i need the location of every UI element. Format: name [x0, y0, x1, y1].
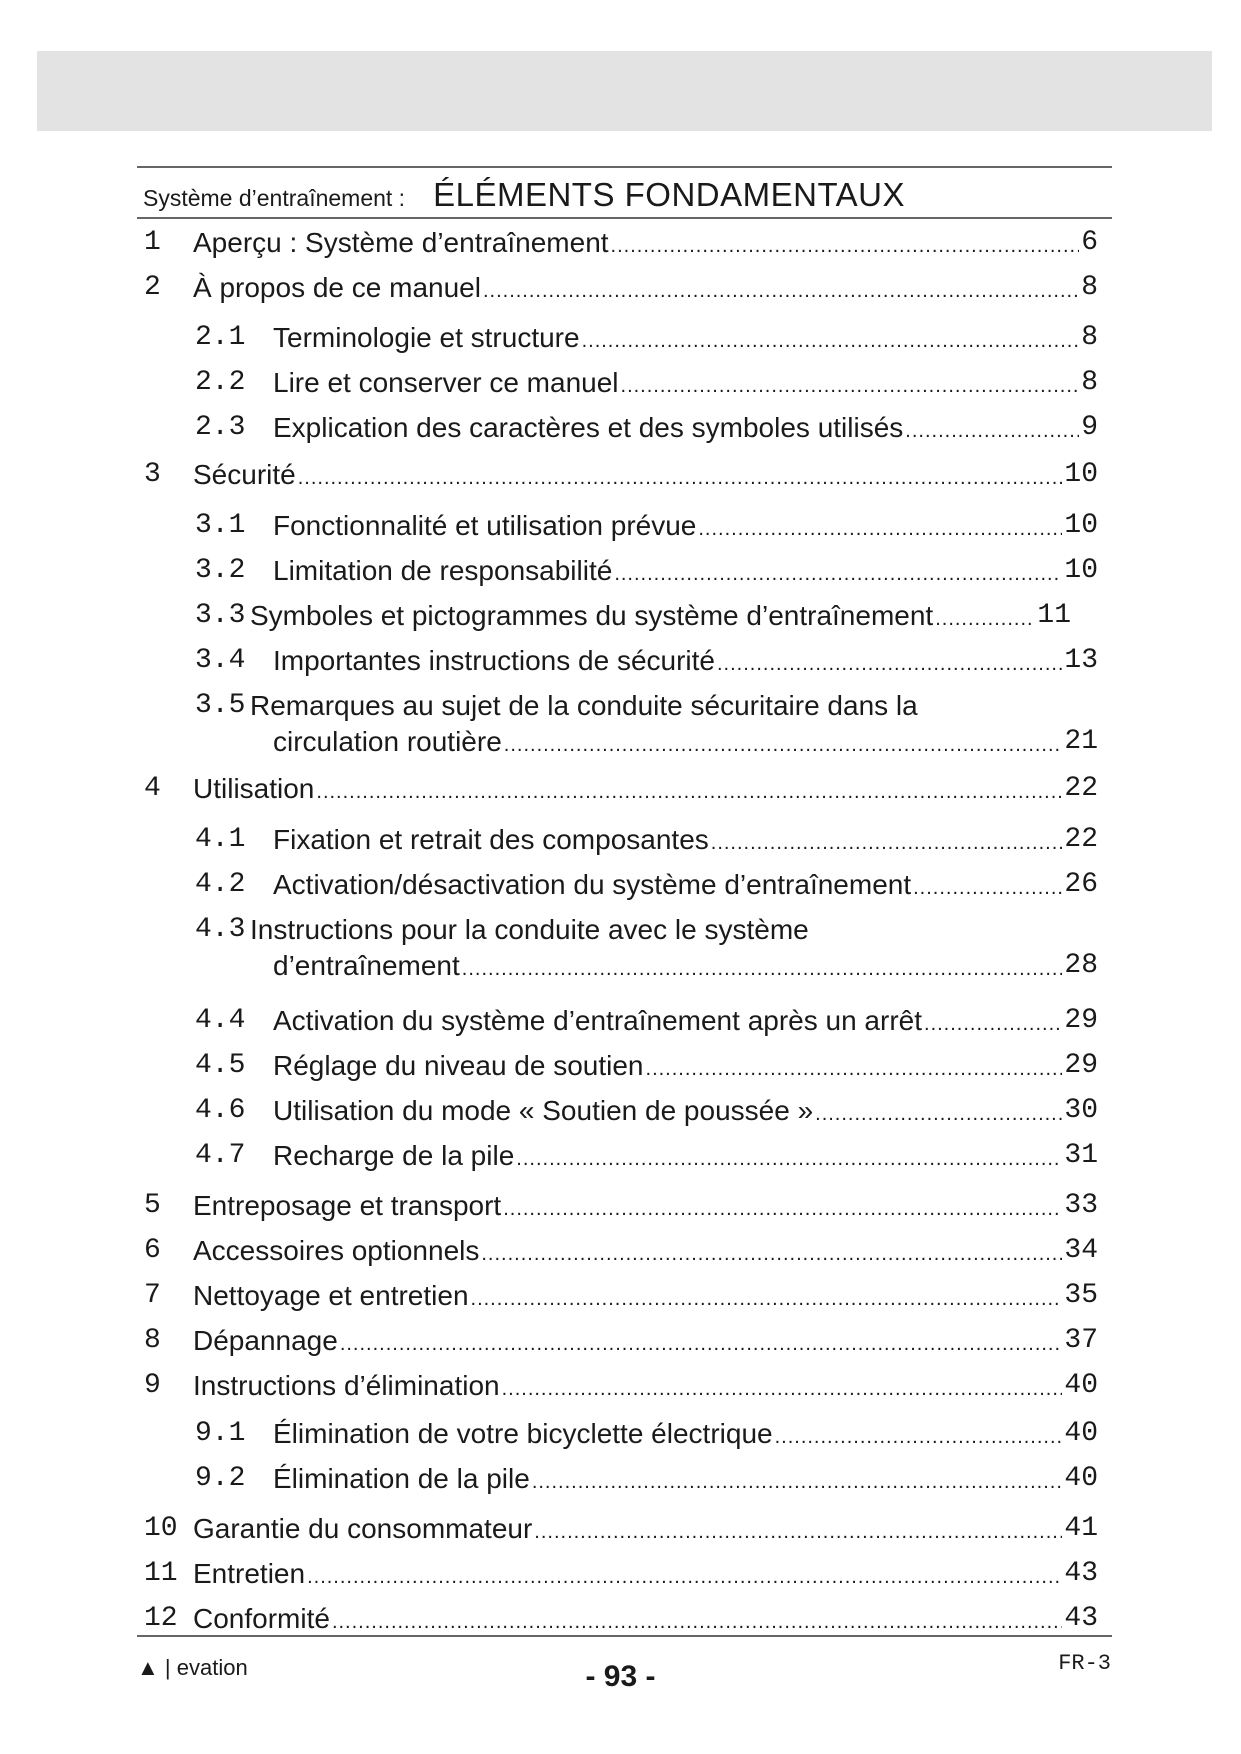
toc-entry-number: 3.2 [195, 555, 246, 586]
toc-entry-number: 4.3 [195, 914, 246, 945]
toc-entry-title: Sécurité [193, 459, 296, 490]
dot-leader [532, 1459, 1063, 1502]
toc-entry[interactable] [0, 1366, 1241, 1406]
toc-entry-title: circulation routière [273, 726, 502, 757]
toc-entry-number: 2.3 [195, 412, 246, 443]
toc-entry-title: d’entraînement [273, 950, 460, 981]
page-code: FR-3 [1058, 1651, 1111, 1676]
toc-entry-title: Instructions pour la conduite avec le système [250, 914, 809, 945]
dot-leader [905, 408, 1079, 451]
toc-entry[interactable] [0, 1321, 1241, 1361]
toc-entry[interactable] [0, 551, 1241, 591]
toc-entry-number: 9 [144, 1370, 161, 1401]
toc-entry-number: 9.1 [195, 1418, 246, 1449]
toc-entry-page: 9 [1081, 412, 1098, 443]
brand-name: evation [176, 1655, 248, 1680]
toc-entry[interactable] [0, 910, 1241, 981]
toc-entry-title: À propos de ce manuel [193, 272, 481, 303]
toc-entry[interactable] [0, 363, 1241, 403]
toc-entry-number: 4.5 [195, 1050, 246, 1081]
toc-entry-page: 29 [1064, 1050, 1098, 1081]
page-number: - 93 - [585, 1660, 656, 1693]
toc-entry-page: 31 [1064, 1140, 1098, 1171]
dot-leader [775, 1414, 1063, 1457]
toc-entry-title: Utilisation du mode « Soutien de poussée » [273, 1095, 814, 1126]
toc-entry-page: 11 [1037, 600, 1071, 631]
dot-leader [614, 551, 1062, 594]
toc-entry-page: 41 [1064, 1513, 1098, 1544]
toc-entry-number: 3.3 [195, 600, 246, 631]
toc-entry-number: 11 [144, 1558, 178, 1589]
toc-entry[interactable] [0, 318, 1241, 358]
toc-entry-number: 4.7 [195, 1140, 246, 1171]
toc-entry[interactable] [0, 268, 1241, 308]
dot-leader [935, 596, 1035, 639]
dot-leader [316, 769, 1062, 812]
dot-leader [298, 455, 1063, 498]
toc-entry[interactable] [0, 596, 1241, 636]
toc-entry-page: 40 [1064, 1370, 1098, 1401]
toc-entry[interactable] [0, 1001, 1241, 1041]
toc-entry[interactable] [0, 1599, 1241, 1639]
toc-entry-page: 22 [1064, 824, 1098, 855]
dot-leader [611, 223, 1080, 266]
toc-entry-number: 3.5 [195, 690, 246, 721]
toc-entry-title: Activation/désactivation du système d’entraînement [273, 869, 912, 900]
top-gray-band [37, 51, 1212, 131]
dot-leader [621, 363, 1080, 406]
toc-entry-number: 4.2 [195, 869, 246, 900]
dot-leader [711, 820, 1063, 863]
footer-rule [137, 1635, 1112, 1637]
dot-leader [483, 268, 1079, 311]
footer-brand: ▲ | evation [137, 1655, 248, 1680]
toc-entry-page: 21 [1064, 726, 1098, 757]
dot-leader [502, 1366, 1063, 1409]
toc-entry-title: Entretien [193, 1558, 306, 1589]
toc-entry[interactable] [0, 1459, 1241, 1499]
dot-leader [462, 946, 1063, 989]
toc-entry-page: 13 [1064, 645, 1098, 676]
toc-entry-number: 2.1 [195, 322, 246, 353]
toc-entry-title: Dépannage [193, 1325, 338, 1356]
toc-entry[interactable] [0, 1046, 1241, 1086]
toc-entry[interactable] [0, 1136, 1241, 1176]
dot-leader [924, 1001, 1062, 1044]
toc-entry-number: 3.1 [195, 510, 246, 541]
toc-entry-page: 34 [1064, 1235, 1098, 1266]
toc-entry-page: 8 [1081, 272, 1098, 303]
toc-entry[interactable] [0, 641, 1241, 681]
toc-entry-number: 3 [144, 459, 161, 490]
header-bottom-rule [137, 217, 1112, 219]
toc-entry-title: Accessoires optionnels [193, 1235, 480, 1266]
toc-entry-title: Symboles et pictogrammes du système d’entraînement [250, 600, 934, 631]
dot-leader [504, 722, 1063, 765]
dot-leader [534, 1509, 1062, 1552]
dot-leader [471, 1276, 1063, 1319]
dot-leader [646, 1046, 1063, 1089]
toc-entry-page: 40 [1064, 1463, 1098, 1494]
toc-entry-page: 37 [1064, 1325, 1098, 1356]
toc-entry-page: 29 [1064, 1005, 1098, 1036]
dot-leader [582, 318, 1080, 361]
toc-entry[interactable] [0, 1414, 1241, 1454]
toc-entry-page: 43 [1064, 1603, 1098, 1634]
toc-entry-number: 1 [144, 227, 161, 258]
dot-leader [698, 506, 1062, 549]
toc-entry-page: 40 [1064, 1418, 1098, 1449]
toc-entry-number: 8 [144, 1325, 161, 1356]
toc-entry-page: 26 [1064, 869, 1098, 900]
page-header [143, 176, 905, 214]
dot-leader [516, 1136, 1062, 1179]
toc-entry-number: 4.1 [195, 824, 246, 855]
dot-leader [481, 1231, 1062, 1274]
header-subtitle: Système d’entraînement : [143, 185, 406, 211]
toc-entry-page: 22 [1064, 773, 1098, 804]
dot-leader [307, 1554, 1062, 1597]
toc-entry[interactable] [0, 455, 1241, 495]
toc-entry-page: 10 [1064, 459, 1098, 490]
toc-entry-number: 10 [144, 1513, 178, 1544]
toc-entry-title: Activation du système d’entraînement après un arrêt [273, 1005, 923, 1036]
toc-entry[interactable] [0, 820, 1241, 860]
toc-entry[interactable] [0, 686, 1241, 757]
toc-entry-title: Élimination de la pile [273, 1463, 530, 1494]
toc-entry-title: Fixation et retrait des composantes [273, 824, 709, 855]
toc-entry-page: 28 [1064, 950, 1098, 981]
toc-entry-title: Limitation de responsabilité [273, 555, 613, 586]
toc-entry[interactable] [0, 865, 1241, 905]
toc-entry-number: 5 [144, 1190, 161, 1221]
toc-entry[interactable] [0, 1091, 1241, 1131]
brand-logo-icon: ▲ [137, 1655, 159, 1680]
toc-entry-page: 33 [1064, 1190, 1098, 1221]
toc-entry-title: Aperçu : Système d’entraînement [193, 227, 609, 258]
toc-entry-page: 8 [1081, 322, 1098, 353]
toc-entry-title: Terminologie et structure [273, 322, 580, 353]
toc-entry-title: Remarques au sujet de la conduite sécuritaire dans la [250, 690, 918, 721]
toc-entry-title: Conformité [193, 1603, 330, 1634]
toc-entry-page: 10 [1064, 510, 1098, 541]
toc-entry[interactable] [0, 1186, 1241, 1226]
toc-entry-page: 10 [1064, 555, 1098, 586]
toc-entry[interactable] [0, 769, 1241, 809]
toc-entry-number: 2.2 [195, 367, 246, 398]
toc-entry-title: Instructions d’élimination [193, 1370, 500, 1401]
toc-entry-page: 8 [1081, 367, 1098, 398]
toc-entry-page: 6 [1081, 227, 1098, 258]
dot-leader [717, 641, 1062, 684]
toc-entry-title: Lire et conserver ce manuel [273, 367, 619, 398]
dot-leader [815, 1091, 1062, 1134]
toc-entry-title: Explication des caractères et des symboles utilisés [273, 412, 904, 443]
toc-entry[interactable] [0, 1509, 1241, 1549]
toc-entry-title: Recharge de la pile [273, 1140, 515, 1171]
toc-entry-title: Élimination de votre bicyclette électrique [273, 1418, 773, 1449]
dot-leader [913, 865, 1062, 908]
toc-entry-page: 43 [1064, 1558, 1098, 1589]
header-top-rule [137, 166, 1112, 168]
toc-entry[interactable] [0, 1554, 1241, 1594]
toc-entry-number: 7 [144, 1280, 161, 1311]
toc-entry[interactable] [0, 408, 1241, 448]
toc-entry-number: 9.2 [195, 1463, 246, 1494]
toc-entry-title: Importantes instructions de sécurité [273, 645, 715, 676]
dot-leader [503, 1186, 1062, 1229]
toc-entry-title: Garantie du consommateur [193, 1513, 533, 1544]
toc-entry-number: 2 [144, 272, 161, 303]
toc-entry[interactable] [0, 506, 1241, 546]
toc-entry-number: 6 [144, 1235, 161, 1266]
toc-entry-number: 4.6 [195, 1095, 246, 1126]
toc-entry-number: 12 [144, 1603, 178, 1634]
toc-entry-title: Nettoyage et entretien [193, 1280, 469, 1311]
toc-entry[interactable] [0, 1276, 1241, 1316]
toc-entry-title: Fonctionnalité et utilisation prévue [273, 510, 697, 541]
toc-entry-title: Réglage du niveau de soutien [273, 1050, 644, 1081]
toc-entry-page: 35 [1064, 1280, 1098, 1311]
toc-entry[interactable] [0, 223, 1241, 263]
toc-entry-number: 4.4 [195, 1005, 246, 1036]
header-title: ÉLÉMENTS FONDAMENTAUX [433, 176, 906, 213]
toc-entry-title: Utilisation [193, 773, 315, 804]
toc-entry-number: 4 [144, 773, 161, 804]
toc-entry-number: 3.4 [195, 645, 246, 676]
toc-entry-page: 30 [1064, 1095, 1098, 1126]
toc-entry-title: Entreposage et transport [193, 1190, 502, 1221]
dot-leader [340, 1321, 1063, 1364]
toc-entry[interactable] [0, 1231, 1241, 1271]
